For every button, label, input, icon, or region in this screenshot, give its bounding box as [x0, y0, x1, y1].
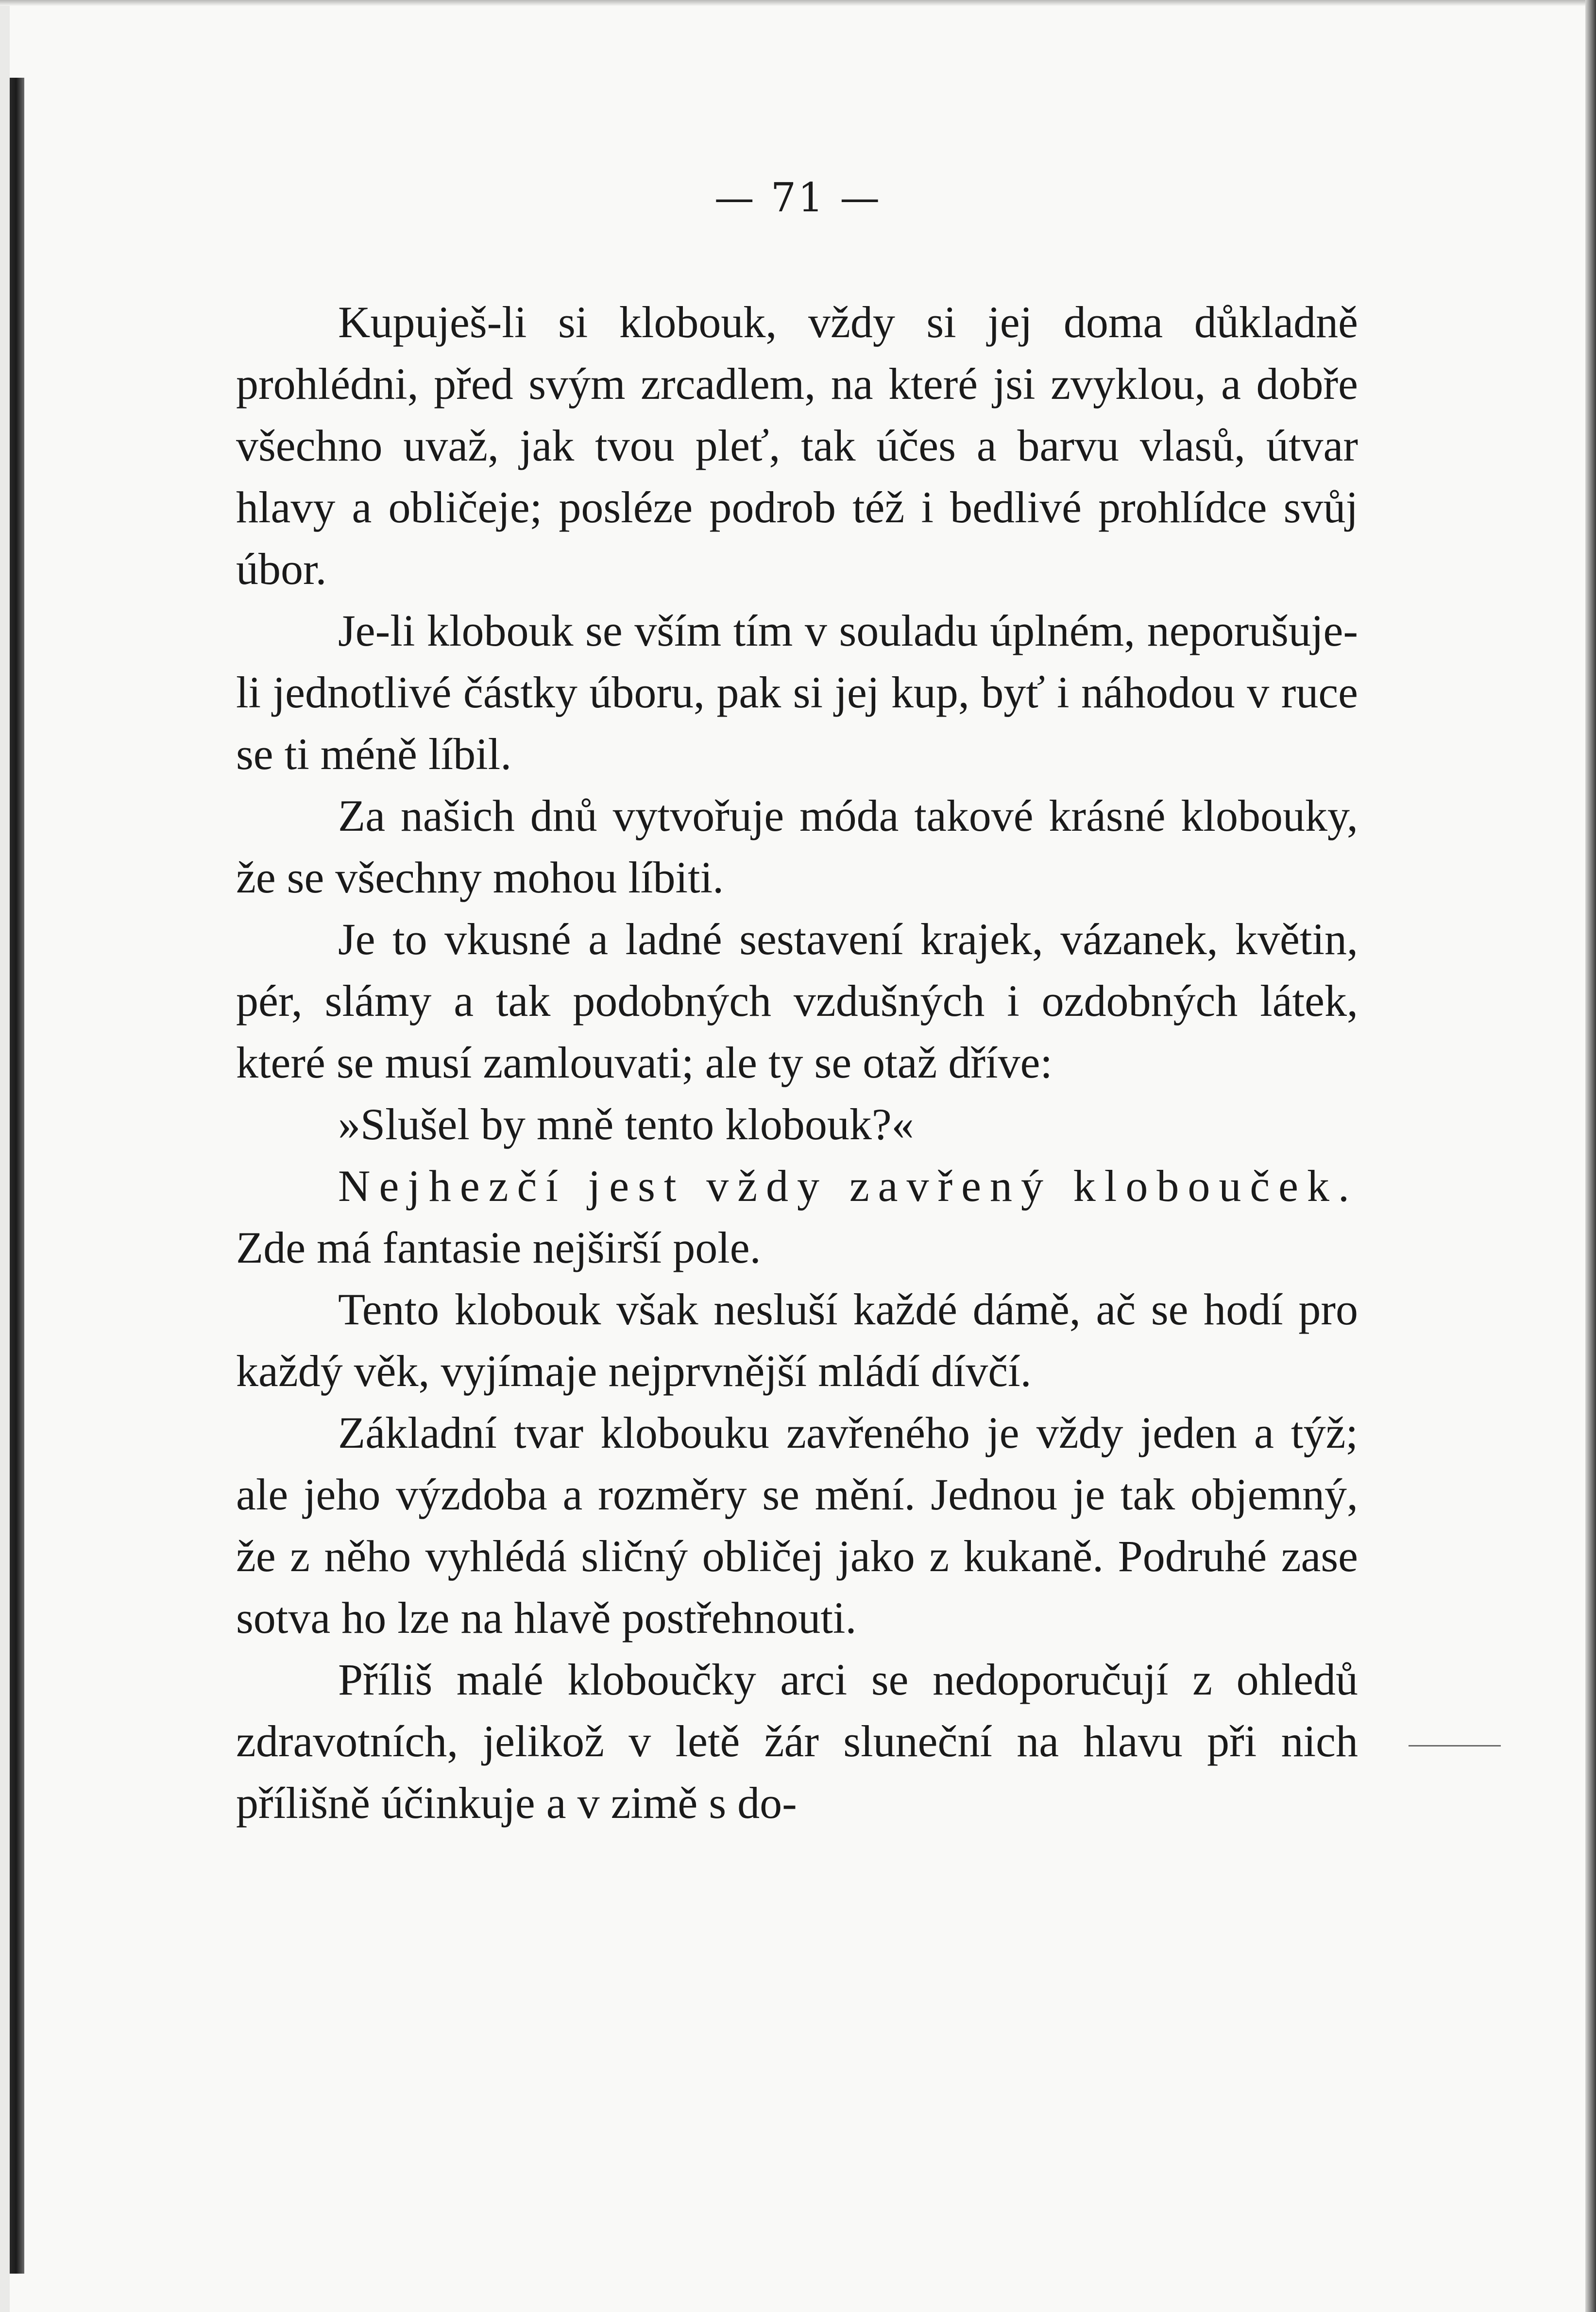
scan-left-margin	[0, 0, 10, 2312]
page-number: — 71 —	[714, 175, 882, 221]
margin-pencil-mark	[1409, 1745, 1501, 1747]
paragraph-3: Za našich dnů vytvořuje móda takové krásné klobouky, že se všechny mohou líbiti.	[236, 791, 1358, 902]
paragraph-quote: »Slušel by mně tento klobouk?«	[338, 1099, 914, 1149]
scan-right-edge	[1585, 0, 1596, 2312]
scan-top-edge	[0, 0, 1596, 6]
paragraph-6-rest: Zde má fantasie nejširší pole.	[236, 1223, 761, 1272]
paragraph-8: Základní tvar klobouku zavřeného je vždy jeden a týž; ale jeho výzdoba a rozměry se mění. Jednou je tak objemný, že z něho vyhlédá sličný obličej jako z kukaně. Podruhé zase sotva ho lze na hlavě postřehnouti.	[236, 1408, 1358, 1643]
page-binding-edge	[10, 78, 24, 2274]
paragraph-9: Příliš malé kloboučky arci se nedoporučují z ohledů zdravotních, jelikož v letě žár sluneční na hlavu při nich přílišně účinkuje a v zimě s do-	[236, 1655, 1358, 1828]
paragraph-4: Je to vkusné a ladné sestavení krajek, vázanek, květin, pér, slámy a tak podobných vzdušných i ozdobných látek, které se musí zamlouvati; ale ty se otaž dříve:	[236, 914, 1358, 1087]
paragraph-6	[236, 1155, 1358, 1279]
paragraph-7: Tento klobouk však nesluší každé dámě, ač se hodí pro každý věk, vyjímaje nejprvnější mládí dívčí.	[236, 1284, 1358, 1396]
spaced-emphasis: Nejhezčí jest vždy zavřený klobouček.	[338, 1161, 1358, 1211]
body-text	[236, 291, 1358, 1834]
paragraph-1: Kupuješ-li si klobouk, vždy si jej doma důkladně prohlédni, před svým zrcadlem, na které jsi zvyklou, a dobře všechno uvaž, jak tvou pleť, tak účes a barvu vlasů, útvar hlavy a obličeje; posléze podrob též i bedlivé prohlídce svůj úbor.	[236, 297, 1358, 594]
paragraph-2: Je-li klobouk se vším tím v souladu úplném, neporušuje-li jednotlivé částky úboru, pak si jej kup, byť i náhodou v ruce se ti méně líbil.	[236, 606, 1358, 779]
